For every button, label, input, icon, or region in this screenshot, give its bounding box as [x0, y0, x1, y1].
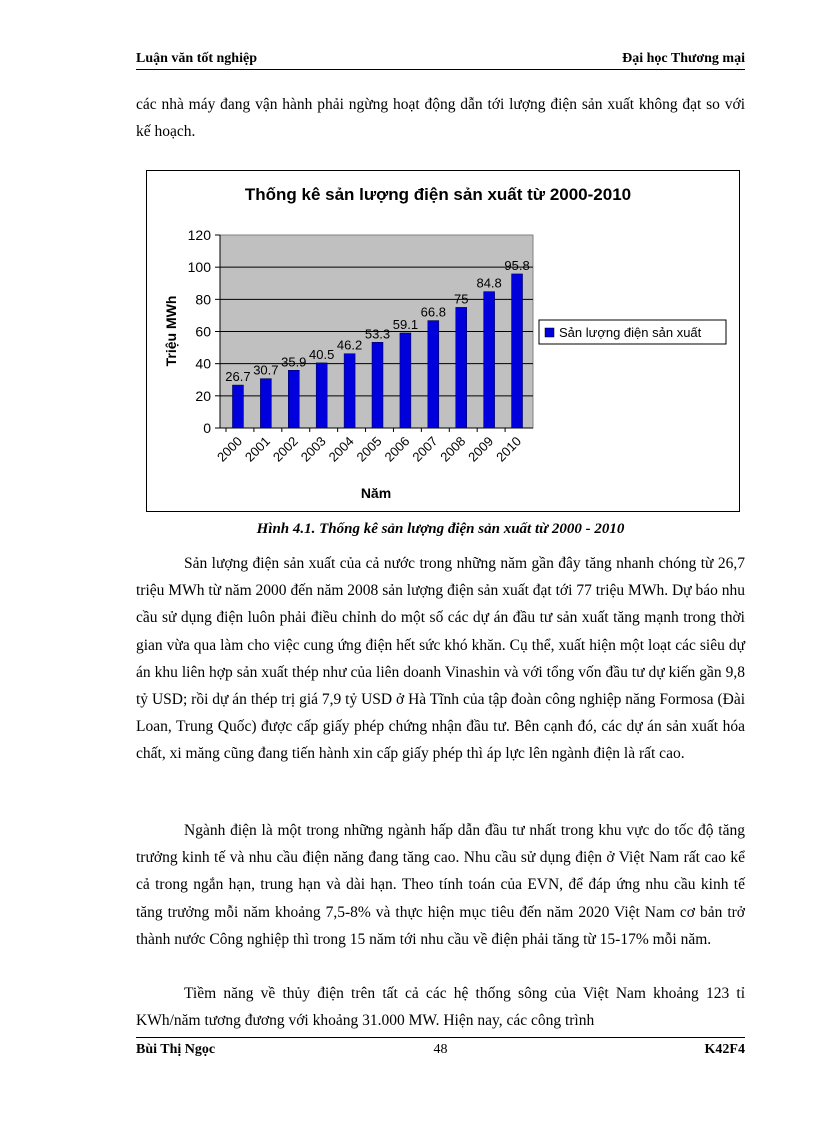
y-tick-label: 80 [195, 291, 211, 308]
bar [232, 385, 243, 428]
paragraph-production: Sản lượng điện sản xuất của cả nước trong những năm gần đây tăng nhanh chóng từ 26,7 triệu MWh từ năm 2000 đến năm 2008 sản lượng điện sản xuất đạt tới 77 triệu MWh. Dự báo nhu cầu sử dụng điện luôn phải điều chỉnh do một số các dự án đầu tư sản xuất tăng mạnh trong thời gian vừa qua làm cho việc cung ứng điện hết sức khó khăn. Cụ thể, xuất hiện một loạt các siêu dự án khu liên hợp sản xuất thép như của liên doanh Vinashin và với tổng vốn đầu tư dự kiến gần 9,8 tỷ USD; rồi dự án thép trị giá 7,9 tỷ USD ở Hà Tĩnh của tập đoàn công nghiệp năng Formosa (Đài Loan, Trung Quốc) được cấp giấy phép chứng nhận đầu tư. Bên cạnh đó, các dự án sản xuất hóa chất, xi măng cũng đang tiến hành xin cấp giấy phép thì áp lực lên ngành điện là rất cao. [136, 555, 745, 763]
y-tick-label: 40 [195, 355, 211, 372]
bar [512, 274, 523, 428]
data-label: 35.9 [281, 354, 307, 370]
x-tick-label: 2004 [325, 433, 357, 465]
bar [428, 321, 439, 428]
y-tick-label: 0 [203, 420, 211, 436]
x-tick-label: 2000 [214, 433, 246, 465]
x-tick-label: 2008 [437, 433, 469, 465]
page-footer [136, 1037, 745, 1060]
bar [344, 354, 355, 428]
x-tick-label: 2006 [381, 433, 413, 465]
data-label: 53.3 [364, 326, 391, 342]
bar [400, 333, 411, 428]
y-tick-label: 100 [187, 259, 211, 276]
x-tick-label: 2001 [241, 433, 273, 465]
legend-swatch [545, 328, 554, 337]
x-tick-label: 2005 [353, 433, 385, 465]
data-label: 30.7 [253, 362, 279, 378]
x-tick-label: 2003 [297, 433, 329, 465]
bar [260, 379, 271, 428]
x-tick-label: 2010 [493, 433, 525, 465]
data-label: 46.2 [336, 337, 363, 353]
y-tick-label: 120 [187, 227, 211, 243]
university-label: Đại học Thương mại [622, 51, 745, 66]
y-tick-label: 20 [195, 387, 211, 404]
x-tick-label: 2002 [269, 433, 301, 465]
data-label: 66.8 [420, 304, 446, 320]
paragraph-demand: Ngành điện là một trong những ngành hấp dẫn đầu tư nhất trong khu vực do tốc độ tăng trưởng kinh tế và nhu cầu điện năng đang tăng cao. Nhu cầu sử dụng điện ở Việt Nam rất cao kể cả trong ngắn hạn, trung hạn và dài hạn. Theo tính toán của EVN, để đáp ứng nhu cầu kinh tế tăng trưởng mỗi năm khoảng 7,5-8% và thực hiện mục tiêu đến năm 2020 Việt Nam cơ bản trở thành nước Công nghiệp thì trong 15 năm tới nhu cầu về điện phải tăng từ 15-17% mỗi năm. [136, 822, 745, 948]
data-label: 84.8 [476, 275, 502, 291]
page-number: 48 [433, 1042, 448, 1057]
bar [288, 370, 299, 428]
page-header [136, 49, 745, 70]
chart-frame [146, 170, 740, 512]
data-label: 26.7 [225, 369, 251, 385]
x-tick-label: 2009 [465, 433, 497, 465]
bar [456, 307, 467, 428]
figure-caption: Hình 4.1. Thống kê sản lượng điện sản xuất từ 2000 - 2010 [256, 521, 625, 537]
data-label: 59.1 [392, 316, 419, 332]
data-label: 95.8 [504, 257, 530, 273]
bar [316, 363, 327, 428]
paragraph-hydro: Tiềm năng về thủy điện trên tất cả các hệ thống sông của Việt Nam khoảng 123 tỉ KWh/năm tương đương với khoảng 31.000 MW. Hiện nay, các công trình [136, 985, 745, 1030]
bar-chart [147, 171, 739, 511]
y-tick-label: 60 [195, 323, 211, 340]
class-code: K42F4 [704, 1042, 745, 1057]
x-tick-label: 2007 [409, 433, 441, 465]
bar [484, 292, 495, 428]
bar [372, 342, 383, 428]
data-label: 40.5 [309, 346, 335, 362]
paragraph-intro: các nhà máy đang vận hành phải ngừng hoạt động dẫn tới lượng điện sản xuất không đạt so với kế hoạch. [136, 96, 745, 141]
y-axis-label: Triệu MWh [163, 295, 179, 367]
data-label: 75 [453, 291, 469, 307]
x-axis-label: Năm [360, 485, 392, 501]
legend-label: Sản lượng điện sản xuất [559, 325, 702, 340]
thesis-label: Luận văn tốt nghiệp [136, 51, 257, 66]
chart-title: Thống kê sản lượng điện sản xuất từ 2000-2010 [244, 185, 632, 204]
author-name: Bùi Thị Ngọc [136, 1042, 216, 1057]
